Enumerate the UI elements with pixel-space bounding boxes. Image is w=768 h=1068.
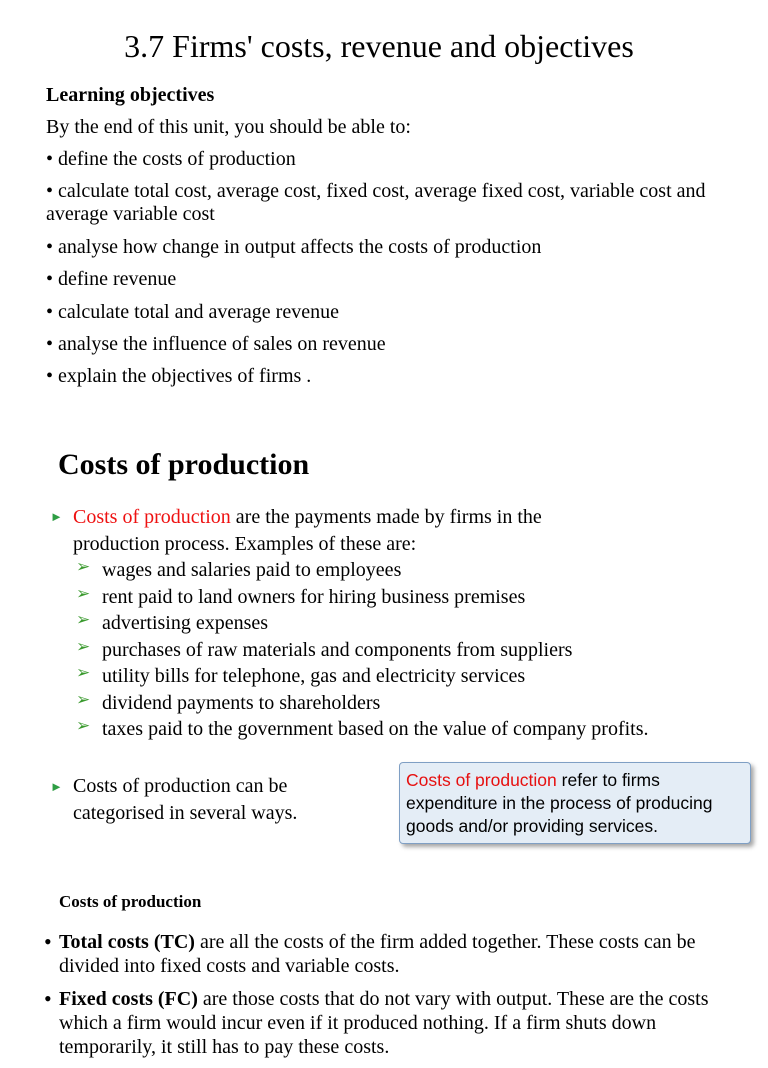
page-title: 3.7 Firms' costs, revenue and objectives <box>124 28 634 64</box>
paragraph-text: production process. Examples of these are: <box>73 532 417 555</box>
list-item <box>76 690 656 717</box>
list-item-text: dividend payments to shareholders <box>102 691 381 714</box>
categorised-paragraph <box>73 773 393 826</box>
list-item <box>76 584 656 611</box>
list-item: • define the costs of production <box>46 148 746 171</box>
paragraph-text: categorised in several ways. <box>73 801 298 824</box>
definition-text: are those costs that do not vary with output. These are the costs which a firm would incur even if it produced nothing. If a firm shuts down temporarily, it still has to pay these costs. <box>59 988 709 1058</box>
paragraph-text: are the payments made by firms in the <box>230 506 542 528</box>
definitions-list <box>44 930 754 1068</box>
subsection-heading: Costs of production <box>59 892 202 911</box>
examples-list <box>76 557 656 743</box>
list-item-text: taxes paid to the government based on the value of company profits. <box>102 718 649 740</box>
arrowhead-icon: ➢ <box>76 716 91 735</box>
definition-callout <box>399 762 751 844</box>
list-item <box>76 637 656 664</box>
arrowhead-icon: ➢ <box>76 636 91 656</box>
list-item <box>44 987 754 1059</box>
list-item-text: rent paid to land owners for hiring business premises <box>102 585 526 608</box>
costs-definition-paragraph <box>73 504 713 557</box>
list-item-text: wages and salaries paid to employees <box>102 559 402 581</box>
green-arrow-icon: ► <box>50 509 63 524</box>
arrowhead-icon: ➢ <box>76 663 91 682</box>
arrowhead-icon: ➢ <box>76 583 91 603</box>
list-item: • calculate total cost, average cost, fixed cost, average fixed cost, variable cost and average variable cost <box>46 180 746 226</box>
definition-term: Fixed costs (FC) <box>59 988 198 1010</box>
list-item <box>76 610 656 637</box>
definition-term: Total costs (TC) <box>59 931 195 953</box>
list-item: • calculate total and average revenue <box>46 301 746 324</box>
section-heading: Costs of production <box>58 448 310 481</box>
arrowhead-icon: ➢ <box>76 557 91 576</box>
callout-text: refer to firms expenditure in the process of producing goods and/or providing services. <box>406 770 713 836</box>
learning-objectives-heading: Learning objectives <box>46 84 215 106</box>
callout-term: Costs of production <box>406 770 557 790</box>
list-item: • analyse how change in output affects the costs of production <box>46 236 746 259</box>
learning-objectives-list <box>46 148 746 398</box>
list-item-text: purchases of raw materials and components from suppliers <box>102 638 573 661</box>
list-item <box>44 930 754 978</box>
highlight-term: Costs of production <box>73 506 231 528</box>
green-arrow-icon: ► <box>50 779 63 794</box>
list-item: • analyse the influence of sales on revenue <box>46 333 746 356</box>
paragraph-text: Costs of production can be <box>73 775 288 797</box>
list-item: • explain the objectives of firms . <box>46 365 746 388</box>
list-item-text: utility bills for telephone, gas and electricity services <box>102 665 526 687</box>
list-item <box>76 557 656 584</box>
list-item-text: advertising expenses <box>102 612 269 634</box>
list-item <box>76 716 656 743</box>
list-item: • define revenue <box>46 268 746 291</box>
definition-text: are all the costs of the firm added together. These costs can be divided into fixed costs and variable costs. <box>59 931 696 977</box>
list-item <box>76 663 656 690</box>
arrowhead-icon: ➢ <box>76 689 91 709</box>
arrowhead-icon: ➢ <box>76 610 91 629</box>
learning-objectives-intro: By the end of this unit, you should be able to: <box>46 116 411 138</box>
